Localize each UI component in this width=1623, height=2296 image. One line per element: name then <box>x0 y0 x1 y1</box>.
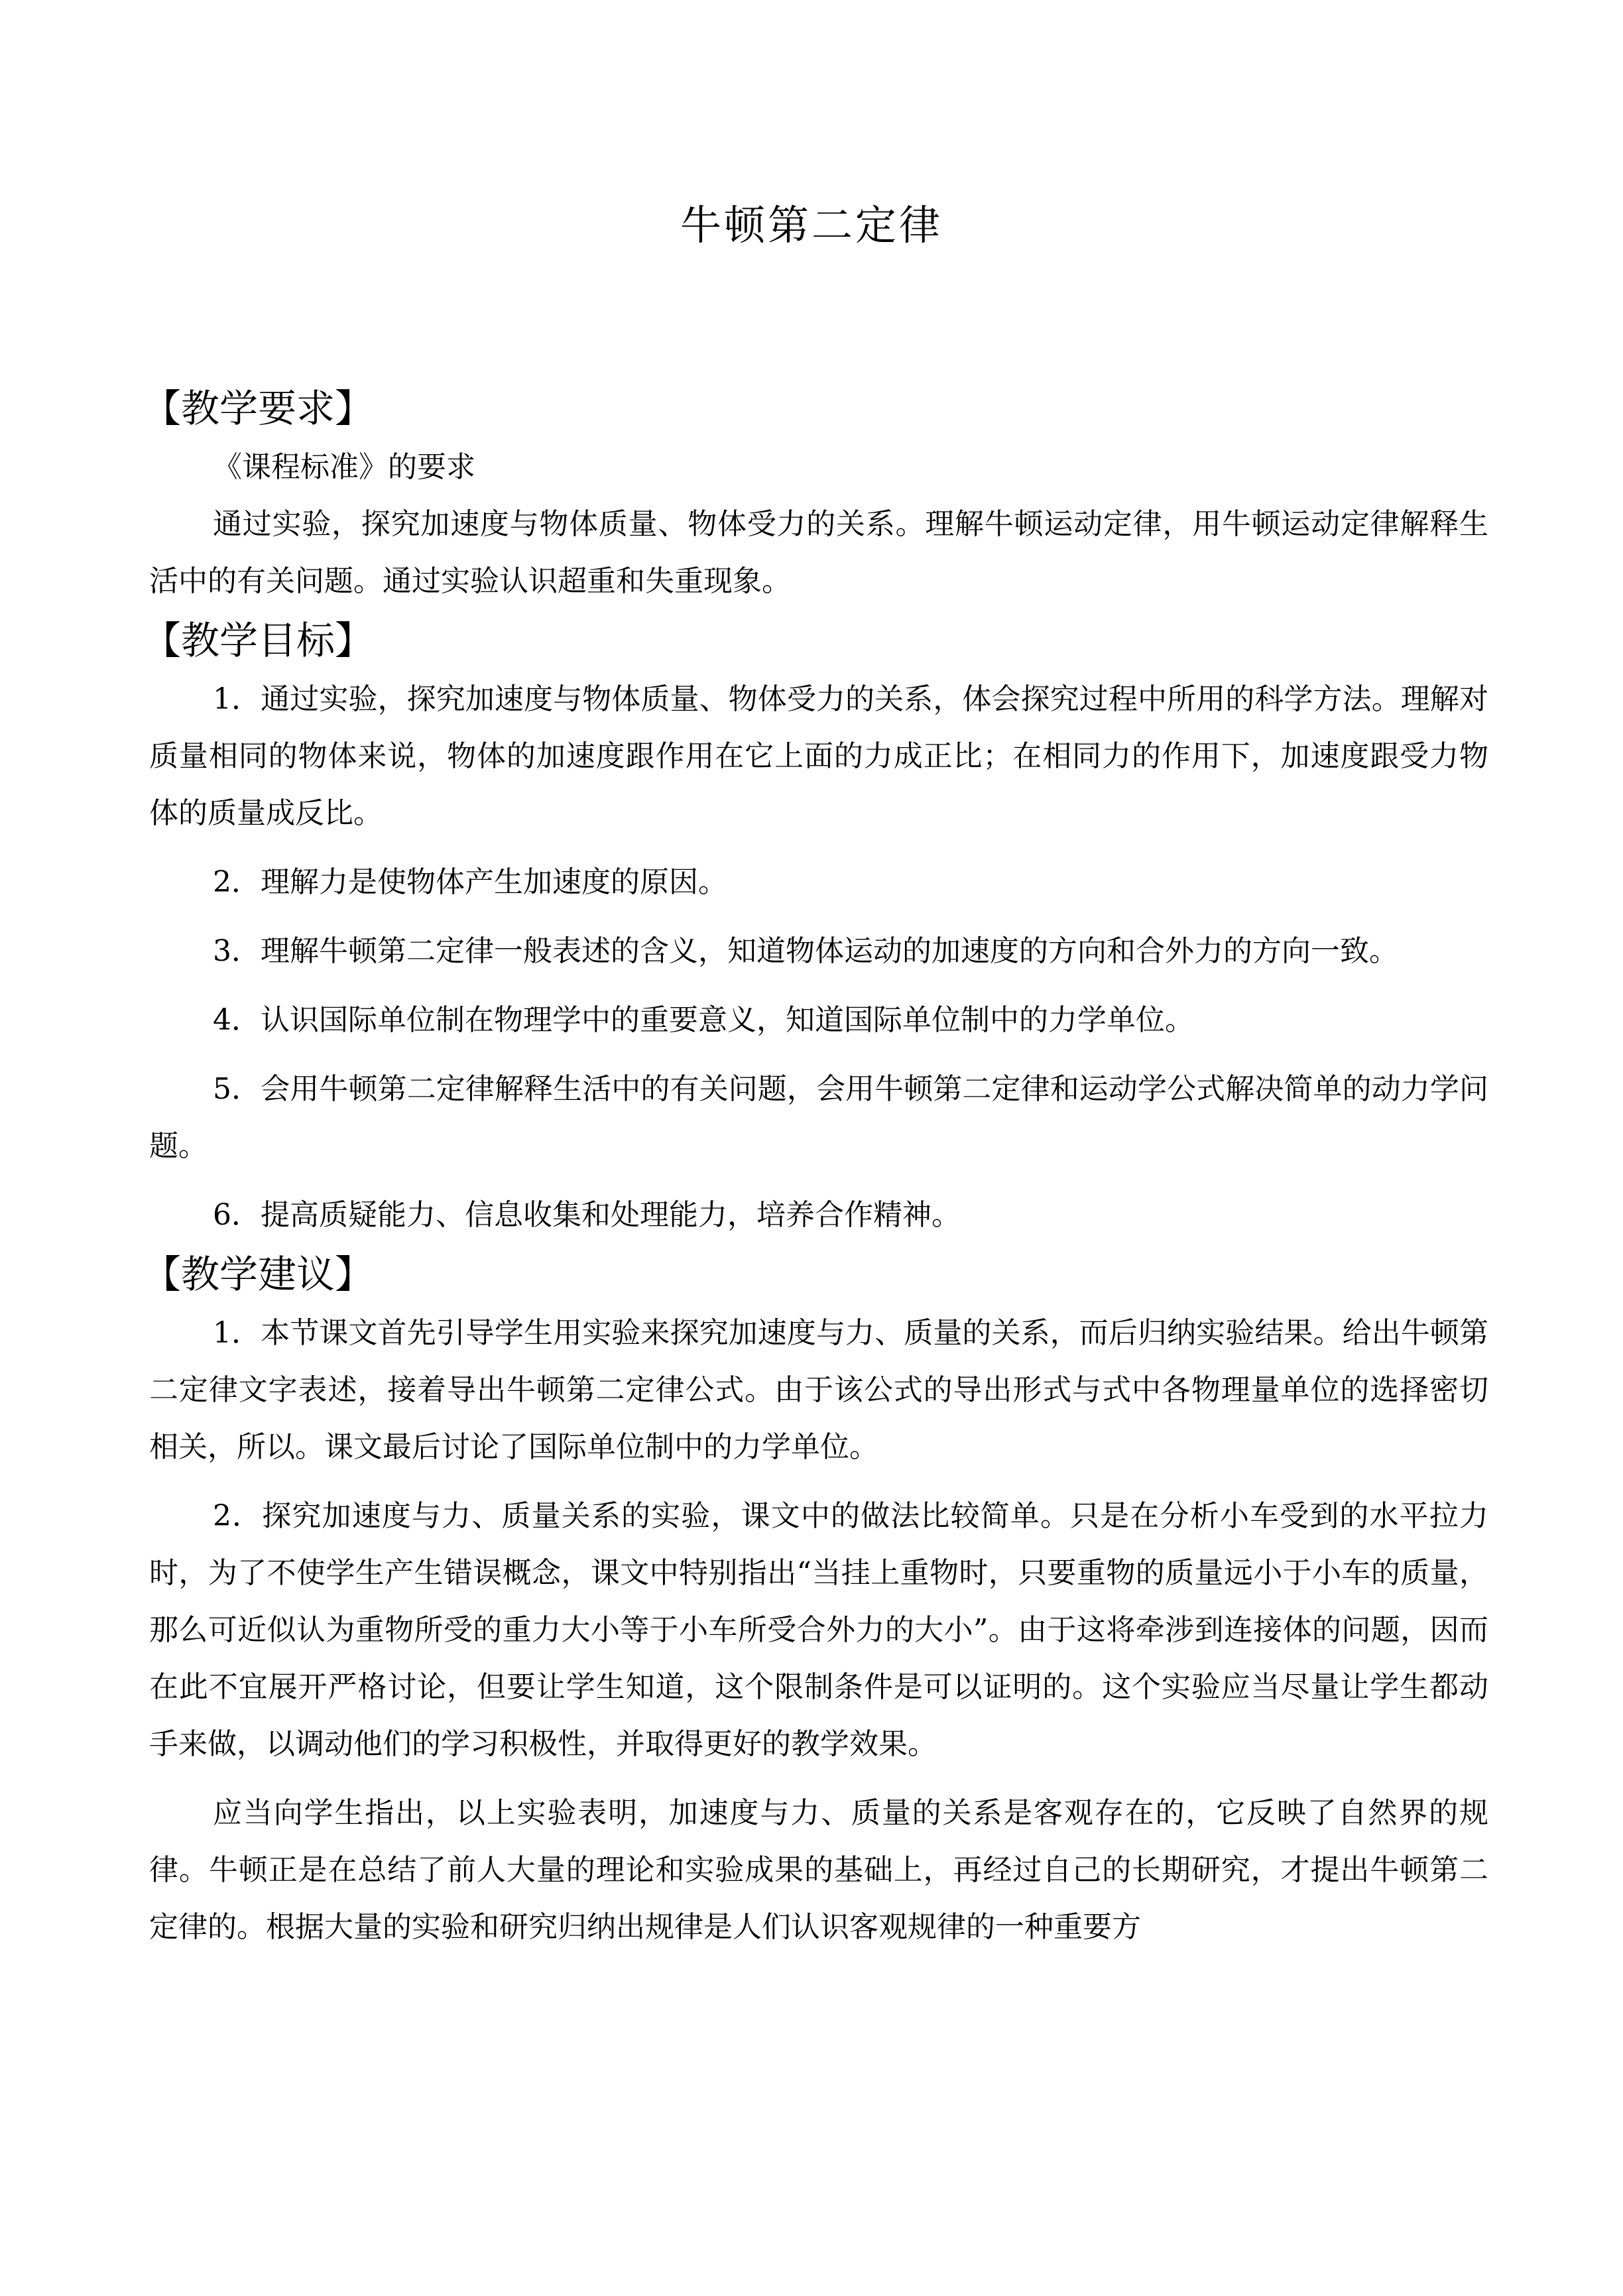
standard-label: 《课程标准》的要求 <box>213 450 475 484</box>
page-title: 牛顿第二定律 <box>680 201 943 249</box>
document-body <box>143 378 1488 1956</box>
objective-item-6: 6．提高质疑能力、信息收集和处理能力，培养合作精神。 <box>213 1198 961 1232</box>
objective-item-5: 5．会用牛顿第二定律解释生活中的有关问题，会用牛顿第二定律和运动学公式解决简单的动力学问题。 <box>149 1072 1488 1163</box>
objective-item-1: 1．通过实验，探究加速度与物体质量、物体受力的关系，体会探究过程中所用的科学方法。理解对质量相同的物体来说，物体的加速度跟作用在它上面的力成正比；在相同力的作用下，加速度跟受力物体的质量成反比。 <box>149 682 1488 830</box>
suggestion-item-2: 2．探究加速度与力、质量关系的实验，课文中的做法比较简单。只是在分析小车受到的水平拉力时，为了不使学生产生错误概念，课文中特别指出“当挂上重物时，只要重物的质量远小于小车的质量，那么可近似认为重物所受的重力大小等于小车所受合外力的大小”。由于这将牵涉到连接体的问题，因而在此不宜展开严格讨论，但要让学生知道，这个限制条件是可以证明的。这个实验应当尽量让学生都动手来做，以调动他们的学习积极性，并取得更好的教学效果。 <box>149 1499 1488 1761</box>
objective-item-3: 3．理解牛顿第二定律一般表述的含义，知道物体运动的加速度的方向和合外力的方向一致。 <box>213 934 1398 968</box>
suggestion-item-1: 1．本节课文首先引导学生用实验来探究加速度与力、质量的关系，而后归纳实验结果。给出牛顿第二定律文字表述，接着导出牛顿第二定律公式。由于该公式的导出形式与式中各物理量单位的选择密切相关，所以。课文最后讨论了国际单位制中的力学单位。 <box>149 1316 1488 1464</box>
section-heading-objectives: 【教学目标】 <box>143 618 374 663</box>
section-heading-requirements: 【教学要求】 <box>143 386 374 431</box>
objective-item-4: 4．认识国际单位制在物理学中的重要意义，知道国际单位制中的力学单位。 <box>213 1003 1194 1037</box>
suggestion-item-3: 应当向学生指出，以上实验表明，加速度与力、质量的关系是客观存在的，它反映了自然界的规律。牛顿正是在总结了前人大量的理论和实验成果的基础上，再经过自己的长期研究，才提出牛顿第二定律的。根据大量的实验和研究归纳出规律是人们认识客观规律的一种重要方 <box>149 1796 1488 1944</box>
standard-text: 通过实验，探究加速度与物体质量、物体受力的关系。理解牛顿运动定律，用牛顿运动定律解释生活中的有关问题。通过实验认识超重和失重现象。 <box>149 507 1488 598</box>
section-heading-suggestions: 【教学建议】 <box>143 1252 374 1297</box>
objective-item-2: 2．理解力是使物体产生加速度的原因。 <box>213 865 727 899</box>
